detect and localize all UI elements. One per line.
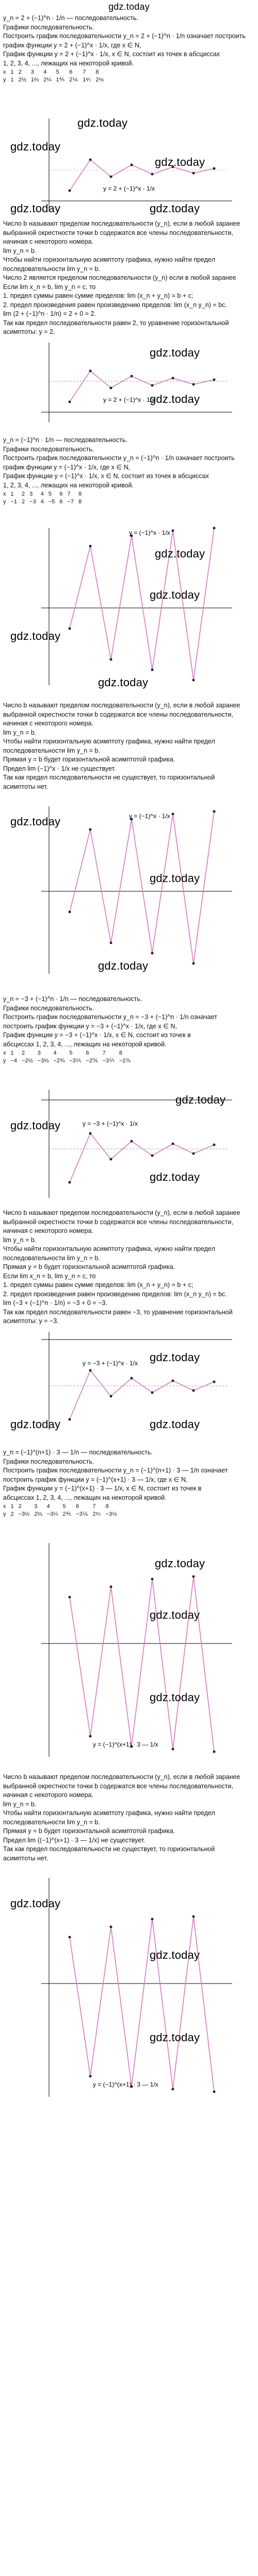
values-table [3, 1049, 135, 1064]
table-cell: −3½ [18, 1511, 30, 1517]
table-cell: 5 [62, 1503, 66, 1510]
table-cell: y [3, 1511, 6, 1517]
watermark: gdz.today [10, 630, 61, 642]
table-cell: 4 [46, 1503, 50, 1510]
watermark: gdz.today [10, 1119, 61, 1132]
graph-d1-label: y = (−1)^(x+1) · 3 — 1/x [93, 1741, 158, 1748]
table-cell: −1 [10, 498, 18, 505]
text-line: график функции y = 2 + (−1)^x · 1/x, где x ∈ N, [3, 41, 141, 49]
text-line: Предел lim (−1)^x · 1/x не существует. [3, 765, 116, 772]
text-line: y_n = (−1)^n · 1/n — последовательность. [3, 436, 127, 444]
graph-b1-label: y = (−1)^x · 1/x [129, 529, 170, 536]
table-cell: 3 [37, 1050, 41, 1056]
table-cell: −3⅕ [69, 1057, 82, 1064]
text-line: График функции y = −3 + (−1)^x · 1/x, x ∈ N, состоит из точек в [3, 1031, 191, 1039]
text-line: lim y_n = b. [3, 1800, 37, 1808]
text-line: выбранной окрестности точки b содержатся все члены последовательности, [3, 710, 233, 718]
watermark: gdz.today [150, 1171, 200, 1183]
text-line: Построить график последовательности y_n = 2 + (−1)^n · 1/n означает построить [3, 32, 246, 40]
graph-d1 [21, 1540, 237, 1762]
table-cell: 8 [78, 498, 82, 505]
text-line: асимптоты нет. [3, 783, 49, 790]
watermark: gdz.today [150, 2031, 200, 2044]
table-cell: 5 [48, 491, 52, 497]
table-cell: 4 [40, 491, 44, 497]
watermark: gdz.today [98, 676, 149, 689]
table-cell: 3 [29, 491, 33, 497]
section-b [0, 435, 258, 506]
graph-d1-svg [21, 1540, 237, 1762]
values-table [3, 490, 86, 505]
table-cell: 1⅔ [30, 76, 39, 83]
table-cell: −2¾ [53, 1057, 65, 1064]
watermark: gdz.today [155, 1557, 205, 1570]
watermark: gdz.today [77, 116, 128, 129]
table-cell: 7 [67, 491, 71, 497]
table-cell: 6 [76, 1503, 79, 1510]
text-line: асимптоты нет. [3, 1854, 49, 1862]
table-cell: 7 [92, 1503, 96, 1510]
text-line: построить график функции y = −3 + (−1)^x · 1/x, где x ∈ N, [3, 1022, 178, 1030]
text-line: График функции y = (−1)^x · 1/x, x ∈ N, состоит из точек в абсциссах [3, 472, 209, 480]
table-cell: 1 [10, 1050, 14, 1056]
text-line: Графики последовательность. [3, 445, 94, 453]
graph-c1-label: y = −3 + (−1)^x · 1/x [83, 1120, 138, 1127]
table-cell: y [3, 1057, 6, 1064]
watermark: gdz.today [175, 1093, 226, 1106]
text-line: Построить график последовательности y_n = −3 + (−1)^n · 1/n означает [3, 1013, 217, 1021]
text-line: асимптоты: y = −3. [3, 1317, 59, 1325]
graph-d2-label: y = (−1)^(x+1) · 3 — 1/x [93, 2081, 158, 2088]
text-line: начиная с некоторого номера. [3, 1227, 93, 1234]
table-cell: 2½ [18, 76, 26, 83]
text-line: 2. предел произведения равен произведению пределов: lim (x_n y_n) = bc. [3, 1290, 227, 1298]
text-line: 1. предел суммы равен сумме пределов: lim (x_n + y_n) = b + c; [3, 292, 194, 299]
table-cell: −5 [48, 498, 55, 505]
graph-c2 [10, 1329, 237, 1432]
text-line: начиная с некоторого номера. [3, 1791, 93, 1799]
graph-c2-label: y = −3 + (−1)^x · 1/x [83, 1360, 138, 1367]
text-line: Так как предел последовательности равен −3, то уравнение горизонтальной [3, 1308, 233, 1316]
watermark: gdz.today [150, 1351, 200, 1364]
graph-a2-label: y = 2 + (−1)^x · 1/x [103, 396, 155, 403]
table-cell: 8 [105, 1503, 109, 1510]
watermark: gdz.today [150, 1948, 200, 1961]
watermark: gdz.today [10, 815, 61, 828]
table-cell: y [3, 76, 6, 83]
text-line: lim (−3 + (−1)^n · 1/n) = −3 + 0 = −3. [3, 1299, 107, 1307]
graph-b2-svg [21, 804, 237, 979]
table-cell: 3 [30, 69, 35, 75]
text-line: начиная с некоторого номера. [3, 720, 93, 727]
section-b-after [0, 701, 258, 791]
text-line: Если lim x_n = b, lim y_n = c, то [3, 283, 96, 291]
text-line: последовательности lim y_n = b. [3, 1818, 100, 1826]
text-line: Чтобы найти горизонтальную асимптоту графика, нужно найти предел [3, 738, 215, 745]
text-line: асимптоты: y = 2. [3, 328, 55, 335]
table-cell: 2¼ [43, 76, 52, 83]
table-cell: 6 [59, 498, 63, 505]
table-cell: −3¼ [46, 1511, 58, 1517]
text-line: Если lim x_n = b, lim y_n = c, то [3, 1272, 96, 1280]
table-cell: 7 [83, 69, 86, 75]
table-cell: 1⅘ [56, 76, 65, 83]
watermark: gdz.today [10, 1897, 61, 1910]
watermark: gdz.today [150, 1418, 200, 1431]
text-line: Предел lim ((−1)^(x+1) · 3 — 1/x) не существует. [3, 1836, 146, 1844]
text-line: Так как предел последовательности равен 2, то уравнение горизонтальной [3, 319, 229, 327]
watermark: gdz.today [150, 588, 200, 601]
section-a [0, 13, 258, 84]
table-cell: 2 [22, 491, 25, 497]
text-line: Прямая y = b будет горизонтальной асимптотой графика. [3, 1263, 175, 1270]
section-c [0, 994, 258, 1065]
table-cell: 2 [22, 498, 25, 505]
text-line: y_n = −3 + (−1)^n · 1/n — последовательность. [3, 995, 142, 1003]
table-cell: 1 [10, 1503, 14, 1510]
watermark: gdz.today [150, 1608, 200, 1621]
watermark: gdz.today [150, 393, 200, 405]
table-cell: 2⅛ [95, 76, 104, 83]
text-line: начиная с некоторого номера. [3, 238, 93, 245]
graph-b2 [10, 804, 237, 979]
text-line: Графики последовательность. [3, 23, 94, 31]
text-line: абсциссах 1, 2, 3, 4, ..., лежащих на некоторой кривой. [3, 1040, 167, 1048]
text-line: Построить график последовательности y_n = (−1)^(n+1) · 3 — 1/n означает [3, 1467, 228, 1474]
text-line: построить график функции y = (−1)^(x+1) · 3 — 1/x, где x ∈ N, [3, 1476, 188, 1483]
values-table [3, 69, 108, 83]
text-line: Число b называют пределом последовательности (y_n), если в любой заранее [3, 1209, 240, 1216]
text-line: Графики последовательность. [3, 1458, 94, 1465]
text-line: выбранной окрестности точки b содержатся все члены последовательности, [3, 1218, 233, 1226]
section-a-text [0, 14, 258, 67]
text-line: Чтобы найти горизонтальную асимптоту графика, нужно найти предел [3, 1809, 215, 1817]
section-a-after [0, 219, 258, 337]
header-watermark: gdz.today [108, 2, 150, 12]
table-cell: 2 [18, 69, 22, 75]
table-cell: 2⅙ [69, 76, 78, 83]
text-line: y_n = (−1)^(n+1) · 3 — 1/n — последовательность. [3, 1449, 153, 1456]
watermark: gdz.today [155, 156, 205, 168]
text-line: lim y_n = b. [3, 247, 37, 255]
text-line: lim (2 + (−1)^n · 1/n) = 2 + 0 = 2. [3, 310, 96, 317]
text-line: Число b называют пределом последовательности (y_n), если в любой заранее [3, 702, 240, 709]
watermark: gdz.today [150, 346, 200, 359]
graph-b1 [10, 526, 237, 690]
table-cell: 2 [18, 1503, 22, 1510]
text-line: Число b называют пределом последовательности (y_n), если в любой заранее [3, 1773, 240, 1781]
text-line: график функции y = (−1)^x · 1/x, где x ∈ N, [3, 463, 131, 471]
watermark: gdz.today [10, 202, 61, 215]
text-line: 1, 2, 3, 4, ..., лежащих на некоторой кривой. [3, 59, 134, 67]
text-line: lim y_n = b. [3, 1236, 37, 1244]
table-cell: −2⅞ [119, 1057, 131, 1064]
graph-c1 [10, 1087, 237, 1200]
text-line: lim y_n = b. [3, 728, 37, 736]
text-line: последовательности lim y_n = b. [3, 747, 100, 754]
text-line: Прямая y = b будет горизонтальной асимптотой графика. [3, 1827, 175, 1835]
table-cell: 2⅘ [62, 1511, 72, 1517]
watermark: gdz.today [155, 547, 205, 560]
table-cell: 3 [34, 1503, 38, 1510]
text-line: 1. предел суммы равен сумме пределов: lim (x_n + y_n) = b + c; [3, 1281, 194, 1289]
table-cell: 2⅔ [34, 1511, 42, 1517]
section-c-after [0, 1208, 258, 1326]
table-cell: 2 [22, 1050, 25, 1056]
table-cell: 8 [119, 1050, 122, 1056]
table-cell: 2 [10, 1511, 14, 1517]
watermark: gdz.today [10, 1418, 61, 1431]
watermark: gdz.today [98, 959, 149, 972]
table-cell: −3⅓ [37, 1057, 49, 1064]
table-cell: 4 [43, 69, 47, 75]
text-line: График функции y = 2 + (−1)^x · 1/x, x ∈ N, состоит из точек в абсциссах [3, 50, 220, 58]
table-cell: −3⅐ [102, 1057, 115, 1064]
watermark: gdz.today [150, 1691, 200, 1704]
graph-d2 [10, 1875, 237, 2102]
table-cell: y [3, 498, 6, 505]
table-cell: 8 [78, 491, 82, 497]
table-cell: 1 [10, 69, 14, 75]
table-cell: 6 [86, 1050, 89, 1056]
table-cell: −3 [29, 498, 36, 505]
text-line: Прямая y = b будет горизонтальной асимптотой графика. [3, 756, 175, 763]
table-cell: 7 [102, 1050, 106, 1056]
text-line: последовательности lim y_n = b. [3, 265, 100, 273]
graph-a2 [21, 340, 237, 428]
table-cell: 6 [69, 69, 73, 75]
table-cell: 5 [56, 69, 59, 75]
text-line: 2. предел произведения равен произведению пределов: lim (x_n y_n) = bc. [3, 301, 227, 309]
table-cell: −4 [10, 1057, 18, 1064]
text-line: 1, 2, 3, 4, ..., лежащих на некоторой кривой. [3, 481, 134, 489]
table-cell: 4 [53, 1050, 57, 1056]
table-cell: −2⅚ [86, 1057, 98, 1064]
text-line: y_n = 2 + (−1)^n · 1/n — последовательность. [3, 14, 139, 22]
table-cell: 2⁶⁄₇ [92, 1511, 101, 1517]
watermark: gdz.today [150, 872, 200, 885]
watermark: gdz.today [150, 202, 200, 215]
table-cell: 6 [59, 491, 63, 497]
table-cell: −3⅙ [76, 1511, 88, 1517]
values-table [3, 1503, 121, 1518]
text-line: абсциссах 1, 2, 3, 4, ..., лежащих на некоторой кривой. [3, 1494, 167, 1501]
table-row-y [3, 76, 108, 84]
table-cell: −2½ [22, 1057, 33, 1064]
section-d-after [0, 1772, 258, 1863]
text-line: Построить график последовательности y_n = (−1)^n · 1/n означает построить [3, 454, 235, 462]
text-line: Чтобы найти горизонтальную асимптоту графика, нужно найти предел [3, 256, 215, 263]
graph-b2-label: y = (−1)^x · 1/x [129, 812, 170, 820]
graph-a2-svg [21, 340, 237, 428]
text-line: выбранной окрестности точки b содержатся все члены последовательности, [3, 229, 233, 236]
table-cell: 1⁶⁄₇ [83, 76, 91, 83]
table-cell: 8 [95, 69, 99, 75]
table-cell: x [3, 1050, 6, 1056]
text-line: Число b называют пределом последовательности (y_n), если в любой заранее [3, 220, 240, 227]
text-line: График функции y = (−1)^(x+1) · 3 — 1/x, x ∈ N, состоит из точек в [3, 1485, 202, 1492]
table-cell: 1 [10, 76, 14, 83]
table-cell: x [3, 491, 6, 497]
text-line: Чтобы найти горизонтальную асимптоту графика, нужно найти предел [3, 1245, 215, 1252]
text-line: выбранной окрестности точки b содержатся все члены последовательности, [3, 1782, 233, 1790]
text-line: Так как предел последовательности не существует, то горизонтальной [3, 1845, 215, 1853]
table-cell: 1 [10, 491, 14, 497]
table-cell: −7 [67, 498, 74, 505]
text-line: Графики последовательность. [3, 1004, 94, 1012]
table-cell: −3⅛ [105, 1511, 117, 1517]
table-cell: x [3, 1503, 6, 1510]
table-cell: 4 [40, 498, 44, 505]
graph-a1 [10, 113, 237, 216]
text-line: Число 2 является пределом последовательности (y_n) если в любой заранее [3, 274, 236, 281]
text-line: Так как предел последовательности не существует, то горизонтальной [3, 774, 215, 781]
watermark: gdz.today [10, 140, 61, 153]
section-d [0, 1448, 258, 1519]
text-line: последовательности lim y_n = b. [3, 1254, 100, 1262]
table-cell: x [3, 69, 6, 75]
table-cell: 5 [69, 1050, 73, 1056]
graph-a1-label: y = 2 + (−1)^x · 1/x [103, 185, 155, 192]
table-row-x [3, 69, 108, 76]
